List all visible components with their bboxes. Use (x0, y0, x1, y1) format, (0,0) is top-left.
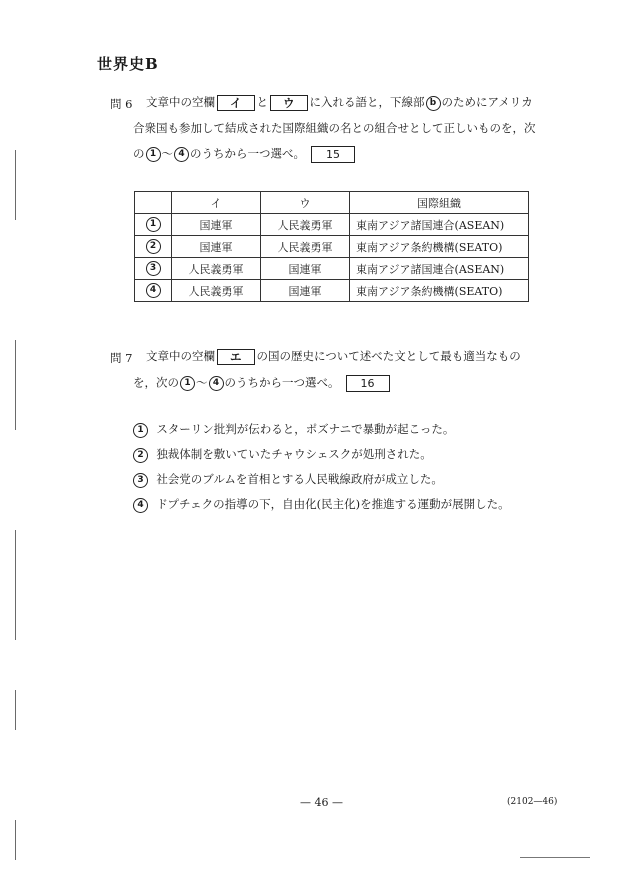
choice-1 (132, 421, 454, 438)
table-header-empty (135, 192, 172, 214)
margin-rule (15, 690, 16, 730)
choice-4 (132, 496, 510, 513)
cell-u: 人民義勇軍 (261, 214, 350, 236)
answer-box-15: 15 (311, 146, 355, 163)
margin-rule (15, 150, 16, 220)
choice-text: 社会党のブルムを首相とする人民戦線政府が成立した。 (156, 472, 443, 486)
circled-number: 4 (133, 498, 148, 513)
q6-text: のためにアメリカ (441, 95, 533, 109)
q7-text: を，次の (133, 375, 179, 390)
cell-org: 東南アジア諸国連合(ASEAN) (350, 214, 529, 236)
circled-number: 4 (174, 147, 189, 162)
q6-text: に入れる語と，下線部 (309, 95, 425, 109)
table-header-org: 国際組織 (350, 192, 529, 214)
table-header-i: イ (172, 192, 261, 214)
blank-u: ウ (270, 95, 308, 111)
choice-text: 独裁体制を敷いていたチャウシェスクが処刑された。 (156, 447, 432, 461)
answer-box-16: 16 (346, 375, 390, 392)
question-6-label: 問 6 (110, 97, 133, 111)
cell-i: 人民義勇軍 (172, 258, 261, 280)
q7-text: 文章中の空欄 (146, 349, 215, 363)
row-number (135, 214, 172, 236)
question-7-line-1 (146, 349, 521, 365)
cell-org: 東南アジア諸国連合(ASEAN) (350, 258, 529, 280)
table-row (135, 258, 529, 280)
q7-text: の国の歴史について述べた文として最も適当なもの (256, 349, 521, 363)
q6-text: 〜 (161, 146, 173, 161)
table-header-u: ウ (261, 192, 350, 214)
circled-number: 4 (209, 376, 224, 391)
q7-text: のうちから一つ選べ。 (224, 375, 340, 390)
question-6-line-3 (133, 146, 355, 163)
circled-number: 1 (133, 423, 148, 438)
choice-2 (132, 446, 432, 463)
cell-i: 国連軍 (172, 236, 261, 258)
q6-text: の (133, 146, 145, 161)
question-6-line-1 (146, 95, 533, 111)
circled-number: 2 (146, 239, 161, 254)
table-row (135, 214, 529, 236)
cell-org: 東南アジア条約機構(SEATO) (350, 236, 529, 258)
circled-number: 1 (180, 376, 195, 391)
underline-mark: b (426, 96, 441, 111)
question-6-line-2: 合衆国も参加して結成された国際組織の名との組合せとして正しいものを，次 (133, 121, 536, 135)
table-row (135, 236, 529, 258)
table-row (135, 280, 529, 302)
blank-e: エ (217, 349, 255, 365)
choice-text: スターリン批判が伝わると，ポズナニで暴動が起こった。 (156, 422, 455, 436)
page-code: (2102—46) (507, 797, 558, 807)
circled-number: 3 (133, 473, 148, 488)
q6-text: 文章中の空欄 (146, 95, 215, 109)
page-number: — 46 — (300, 796, 343, 809)
table-header-row (135, 192, 529, 214)
section-title: 世界史B (97, 55, 159, 73)
bottom-rule (520, 857, 590, 858)
cell-i: 国連軍 (172, 214, 261, 236)
options-table (134, 191, 529, 302)
row-number (135, 236, 172, 258)
circled-number: 3 (146, 261, 161, 276)
row-number (135, 280, 172, 302)
cell-org: 東南アジア条約機構(SEATO) (350, 280, 529, 302)
cell-u: 人民義勇軍 (261, 236, 350, 258)
cell-u: 国連軍 (261, 280, 350, 302)
margin-rule (15, 530, 16, 640)
question-7-label: 問 7 (110, 351, 133, 365)
question-7-line-2 (133, 375, 390, 392)
q6-text: のうちから一つ選べ。 (190, 146, 305, 161)
margin-rule (15, 340, 16, 430)
margin-rule (15, 820, 16, 860)
choice-text: ドプチェクの指導の下，自由化(民主化)を推進する運動が展開した。 (156, 497, 510, 511)
circled-number: 4 (146, 283, 161, 298)
choice-3 (132, 471, 443, 488)
cell-i: 人民義勇軍 (172, 280, 261, 302)
row-number (135, 258, 172, 280)
circled-number: 1 (146, 217, 161, 232)
cell-u: 国連軍 (261, 258, 350, 280)
circled-number: 2 (133, 448, 148, 463)
circled-number: 1 (146, 147, 161, 162)
q7-text: 〜 (196, 375, 208, 390)
q6-text: と (256, 95, 268, 109)
blank-i: イ (217, 95, 255, 111)
